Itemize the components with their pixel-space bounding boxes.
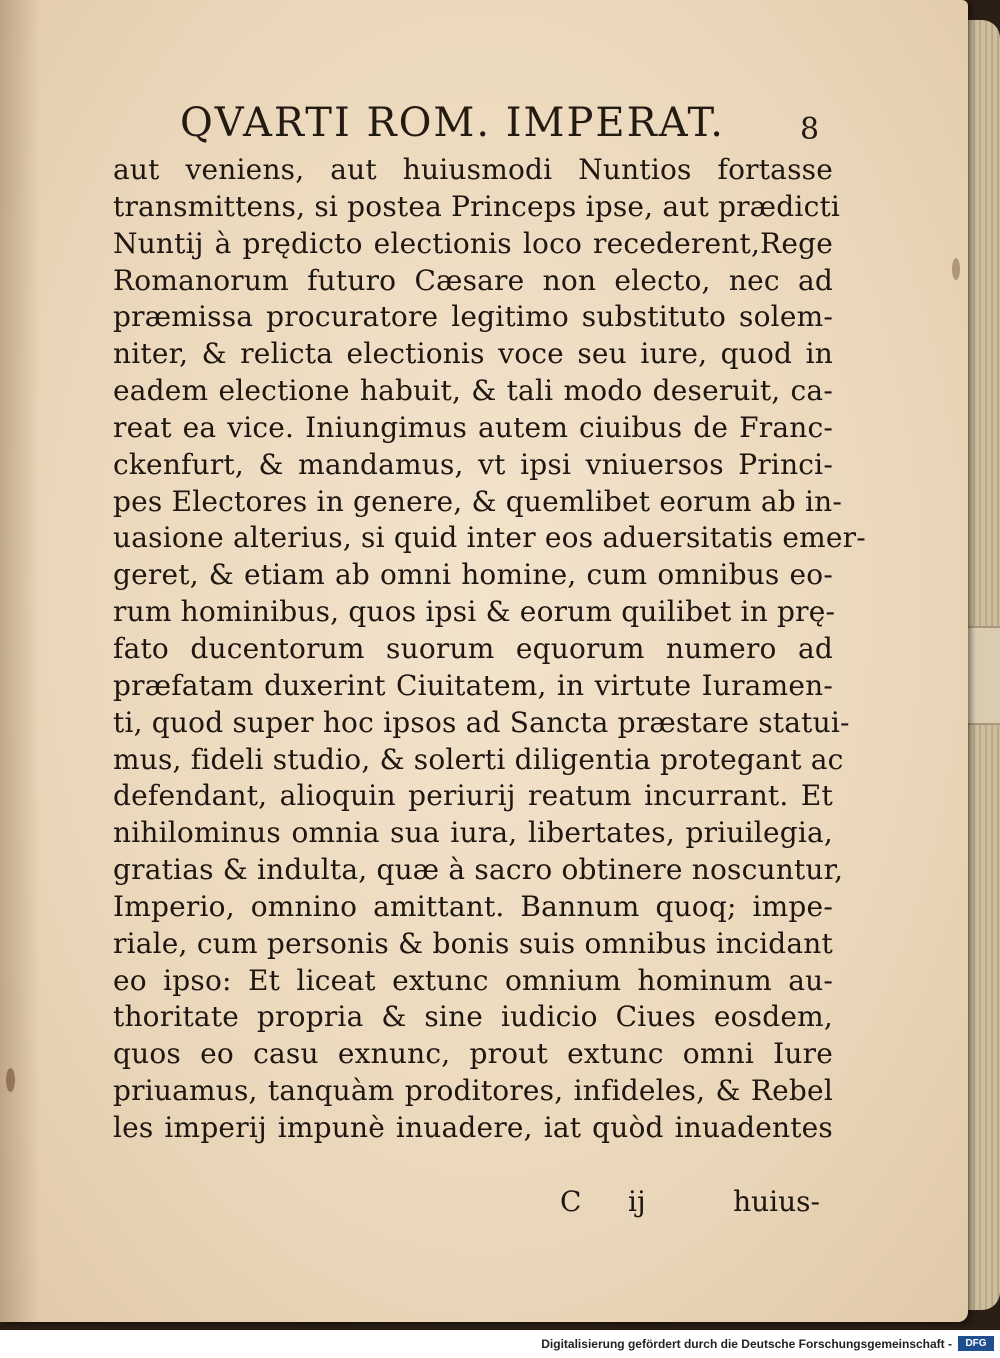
text-line: eadem electione habuit, & tali modo deseruit, ca-	[113, 374, 833, 408]
paper-stain	[6, 1068, 15, 1092]
text-line: quos eo casu exnunc, prout extunc omni Iure	[113, 1037, 833, 1071]
text-line: geret, & etiam ab omni homine, cum omnibus eo-	[113, 558, 833, 592]
text-line: thoritate propria & sine iudicio Ciues eosdem,	[113, 1000, 833, 1034]
signature-number: ij	[628, 1185, 646, 1218]
paper-stain	[952, 258, 960, 280]
signature-mark: C	[560, 1185, 582, 1218]
page-number: 8	[800, 112, 820, 147]
running-head: QVARTI ROM. IMPERAT.	[180, 100, 725, 146]
text-line: ti, quod super hoc ipsos ad Sancta præstare statui-	[113, 705, 850, 739]
text-line: transmittens, si postea Princeps ipse, aut prædicti	[113, 189, 841, 223]
dfg-logo-icon: DFG	[958, 1336, 994, 1351]
text-line: Nuntij à prędicto electionis loco recederent,Rege	[113, 226, 833, 260]
text-line: Romanorum futuro Cæsare non electo, nec ad	[113, 263, 833, 297]
text-line: uasione alterius, si quid inter eos aduersitatis emer-	[113, 521, 866, 555]
text-line: præfatam duxerint Ciuitatem, in virtute Iuramen-	[113, 668, 833, 702]
footer-bar	[0, 1330, 1000, 1358]
text-line: reat ea vice. Iniungimus autem ciuibus de Franc-	[113, 410, 833, 444]
text-line: fato ducentorum suorum equorum numero ad	[113, 631, 833, 665]
funding-credit: Digitalisierung gefördert durch die Deutsche Forschungsgemeinschaft -	[541, 1337, 952, 1351]
text-line: ckenfurt, & mandamus, vt ipsi vniuersos Princi-	[113, 447, 833, 481]
text-line: mus, fideli studio, & solerti diligentia protegant ac	[113, 742, 844, 776]
body-text	[113, 152, 866, 1147]
catchline	[560, 1185, 820, 1225]
text-line: præmissa procuratore legitimo substituto solem-	[113, 300, 833, 334]
text-line: les imperij impunè inuadere, iat quòd inuadentes	[113, 1110, 833, 1144]
text-line: priuamus, tanquàm proditores, infideles, & Rebel	[113, 1074, 833, 1108]
text-line: rum hominibus, quos ipsi & eorum quilibet in prę-	[113, 595, 836, 629]
text-line: eo ipso: Et liceat extunc omnium hominum au-	[113, 963, 833, 997]
text-line: aut veniens, aut huiusmodi Nuntios fortasse	[113, 153, 833, 186]
text-line: riale, cum personis & bonis suis omnibus incidant	[113, 926, 833, 960]
text-line: niter, & relicta electionis voce seu iure, quod in	[113, 337, 833, 371]
spine-shadow	[0, 0, 40, 1322]
text-line: defendant, alioquin periurij reatum incurrant. Et	[113, 779, 833, 813]
catchword: huius-	[733, 1185, 820, 1218]
text-line: Imperio, omnino amittant. Bannum quoq; impe-	[113, 889, 833, 923]
text-line: pes Electores in genere, & quemlibet eorum ab in-	[113, 484, 843, 518]
text-line: gratias & indulta, quæ à sacro obtinere noscuntur,	[113, 853, 844, 887]
text-line: nihilominus omnia sua iura, libertates, priuilegia,	[113, 816, 833, 850]
